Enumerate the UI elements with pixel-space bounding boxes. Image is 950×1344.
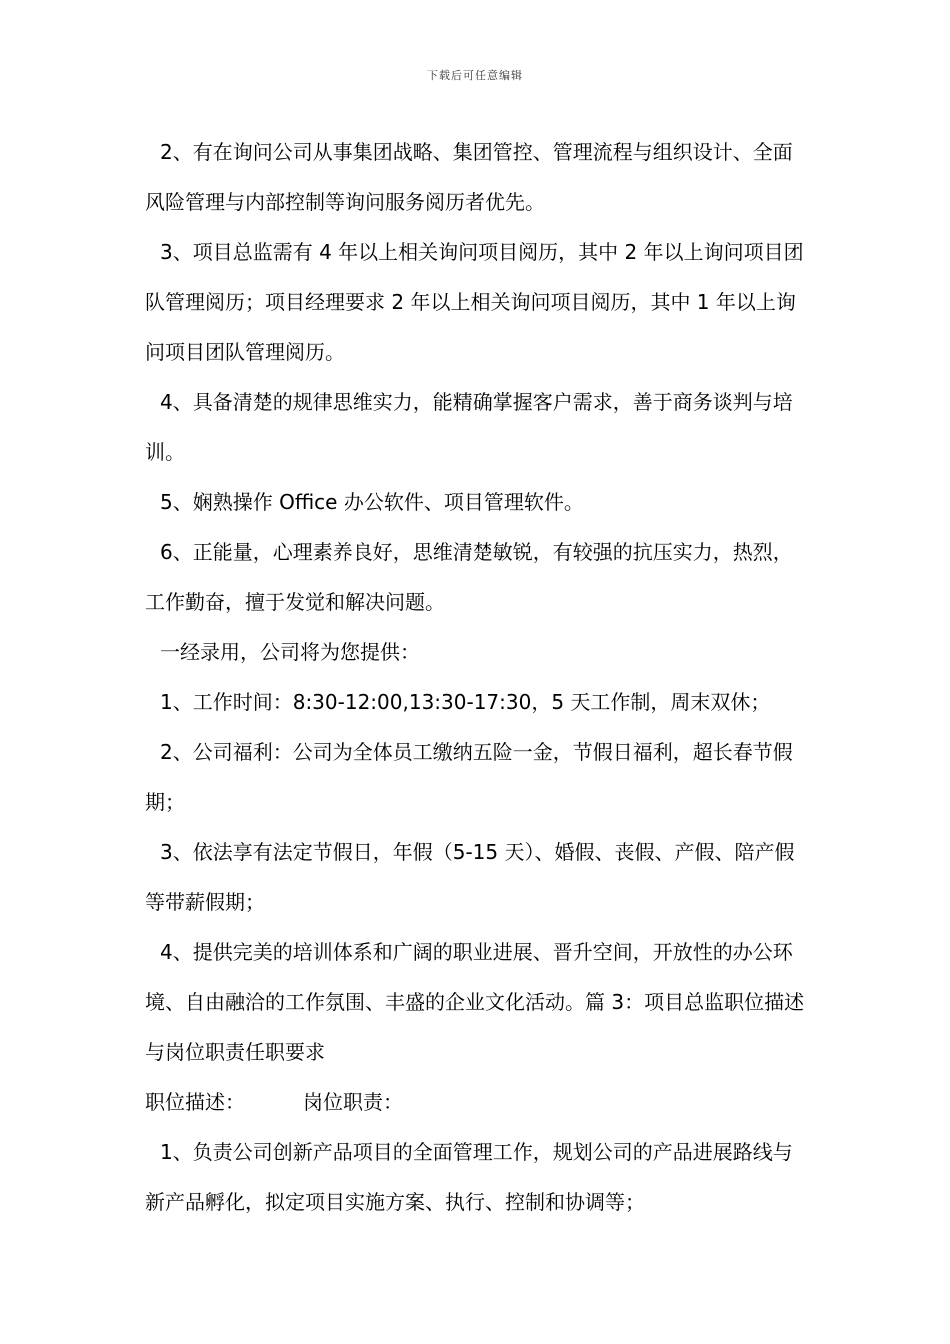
paragraph-requirement-3: 3、项目总监需有 4 年以上相关询问项目阅历，其中 2 年以上询问项目团队管理阅历；项目经理要求 2 年以上相关询问项目阅历，其中 1 年以上询问项目团队管理阅历。 [145, 240, 804, 364]
paragraph-requirement-5: 5、娴熟操作 Office 办公软件、项目管理软件。 [160, 490, 584, 514]
label-row [145, 1077, 810, 1127]
paragraph-benefit-3: 3、依法享有法定节假日，年假（5-15 天）、婚假、丧假、产假、陪产假等带薪假期； [145, 840, 795, 914]
page-header: 下载后可任意编辑 [427, 69, 523, 82]
paragraph-requirement-6: 6、正能量，心理素养良好，思维清楚敏锐，有较强的抗压实力，热烈，工作勤奋，擅于发觉和解决问题。 [145, 540, 793, 614]
paragraph-benefits-intro: 一经录用，公司将为您提供： [160, 640, 420, 664]
paragraph-benefit-1: 1、工作时间：8:30-12:00,13:30-17:30，5 天工作制，周末双休； [160, 690, 771, 714]
label-job-description: 职位描述： [145, 1090, 245, 1114]
paragraph-duty-1: 1、负责公司创新产品项目的全面管理工作，规划公司的产品进展路线与新产品孵化，拟定项目实施方案、执行、控制和协调等； [145, 1140, 793, 1214]
paragraph-requirement-4: 4、具备清楚的规律思维实力，能精确掌握客户需求，善于商务谈判与培训。 [145, 390, 793, 464]
paragraph-requirement-2: 2、有在询问公司从事集团战略、集团管控、管理流程与组织设计、全面风险管理与内部控制等询问服务阅历者优先。 [145, 140, 793, 214]
document-body [145, 127, 810, 1227]
label-job-duties: 岗位职责： [303, 1090, 403, 1114]
paragraph-benefit-2: 2、公司福利：公司为全体员工缴纳五险一金，节假日福利，超长春节假期； [145, 740, 793, 814]
paragraph-benefit-4: 4、提供完美的培训体系和广阔的职业进展、晋升空间，开放性的办公环境、自由融洽的工作氛围、丰盛的企业文化活动。篇 3：项目总监职位描述与岗位职责任职要求 [145, 940, 805, 1064]
